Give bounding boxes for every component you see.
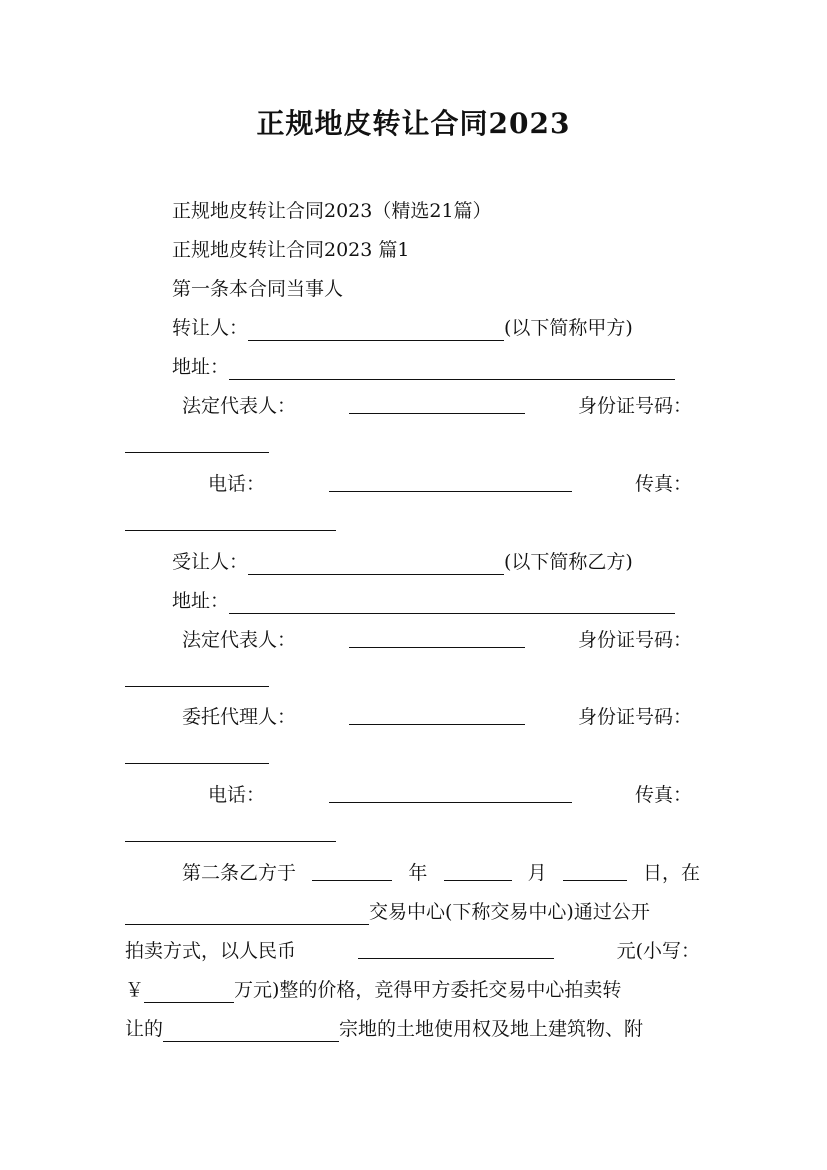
transferee-suffix: (以下简称乙方)	[504, 551, 633, 573]
clause-2-exchange-text: 交易中心(下称交易中心)通过公开	[369, 901, 650, 923]
year-label: 年	[408, 862, 428, 884]
transferor-suffix: (以下简称甲方)	[504, 317, 633, 339]
clause-2-parcel-text: 宗地的土地使用权及地上建筑物、附	[339, 1018, 644, 1040]
clause-2-price-text: 万元)整的价格，竞得甲方委托交易中心拍卖转	[234, 979, 622, 1001]
phone-blank	[329, 782, 572, 803]
fax-label: 传真：	[634, 784, 692, 806]
transferee-blank	[248, 554, 504, 575]
month-label: 月	[527, 862, 547, 884]
legal-rep-blank	[349, 393, 525, 414]
yen-symbol: ￥	[125, 979, 145, 1001]
transferor-phone-row	[208, 471, 692, 497]
clause-2-line-5	[125, 1016, 643, 1042]
agent-blank	[349, 704, 525, 725]
yen-amount-blank	[144, 982, 234, 1003]
address-blank	[229, 359, 675, 380]
transferor-label: 转让人：	[172, 317, 249, 339]
transferor-blank	[248, 320, 504, 341]
phone-label: 电话：	[208, 473, 266, 495]
fax-blank	[125, 530, 336, 531]
id-label: 身份证号码：	[577, 629, 692, 651]
transferee-row	[172, 549, 633, 575]
transferor-row	[172, 315, 633, 341]
id-blank	[125, 452, 269, 453]
day-label: 日，在	[642, 862, 700, 884]
transferee-legal-rep-row	[182, 627, 692, 653]
clause-2-line-2	[125, 899, 650, 925]
address-label: 地址：	[172, 356, 230, 378]
clause-2-line-3	[125, 938, 700, 964]
subtitle: 正规地皮转让合同2023（精选21篇）	[172, 200, 492, 222]
address-label: 地址：	[172, 590, 230, 612]
id-label: 身份证号码：	[577, 706, 692, 728]
article-heading: 正规地皮转让合同2023 篇1	[172, 239, 410, 261]
id-label: 身份证号码：	[577, 395, 692, 417]
clause-2-parcel-prefix: 让的	[125, 1018, 164, 1040]
clause-2-line-4	[125, 977, 621, 1003]
year-blank	[312, 860, 392, 881]
document-title: 正规地皮转让合同2023	[256, 107, 571, 140]
month-blank	[444, 860, 512, 881]
rmb-amount-blank	[358, 938, 554, 959]
exchange-center-blank	[125, 904, 369, 925]
address-blank	[229, 593, 675, 614]
id-blank	[125, 763, 269, 764]
legal-rep-blank	[349, 627, 525, 648]
clause-2-lowercase-text: 元(小写：	[616, 940, 700, 962]
parcel-blank	[163, 1021, 339, 1042]
agent-row	[182, 704, 692, 730]
id-blank	[125, 686, 269, 687]
fax-label: 传真：	[634, 473, 692, 495]
clause-2-auction-text: 拍卖方式，以人民币	[125, 940, 297, 962]
fax-blank	[125, 841, 336, 842]
legal-rep-label: 法定代表人：	[182, 395, 297, 417]
transferor-address-row	[172, 354, 675, 380]
transferee-label: 受让人：	[172, 551, 249, 573]
clause-2-line-1	[182, 860, 700, 886]
legal-rep-label: 法定代表人：	[182, 629, 297, 651]
clause-2-start: 第二条乙方于	[182, 862, 297, 884]
agent-label: 委托代理人：	[182, 706, 297, 728]
transferee-address-row	[172, 588, 675, 614]
clause-1-heading: 第一条本合同当事人	[172, 278, 344, 300]
phone-blank	[329, 471, 572, 492]
transferor-legal-rep-row	[182, 393, 692, 419]
phone-label: 电话：	[208, 784, 266, 806]
day-blank	[563, 860, 627, 881]
transferee-phone-row	[208, 782, 692, 808]
